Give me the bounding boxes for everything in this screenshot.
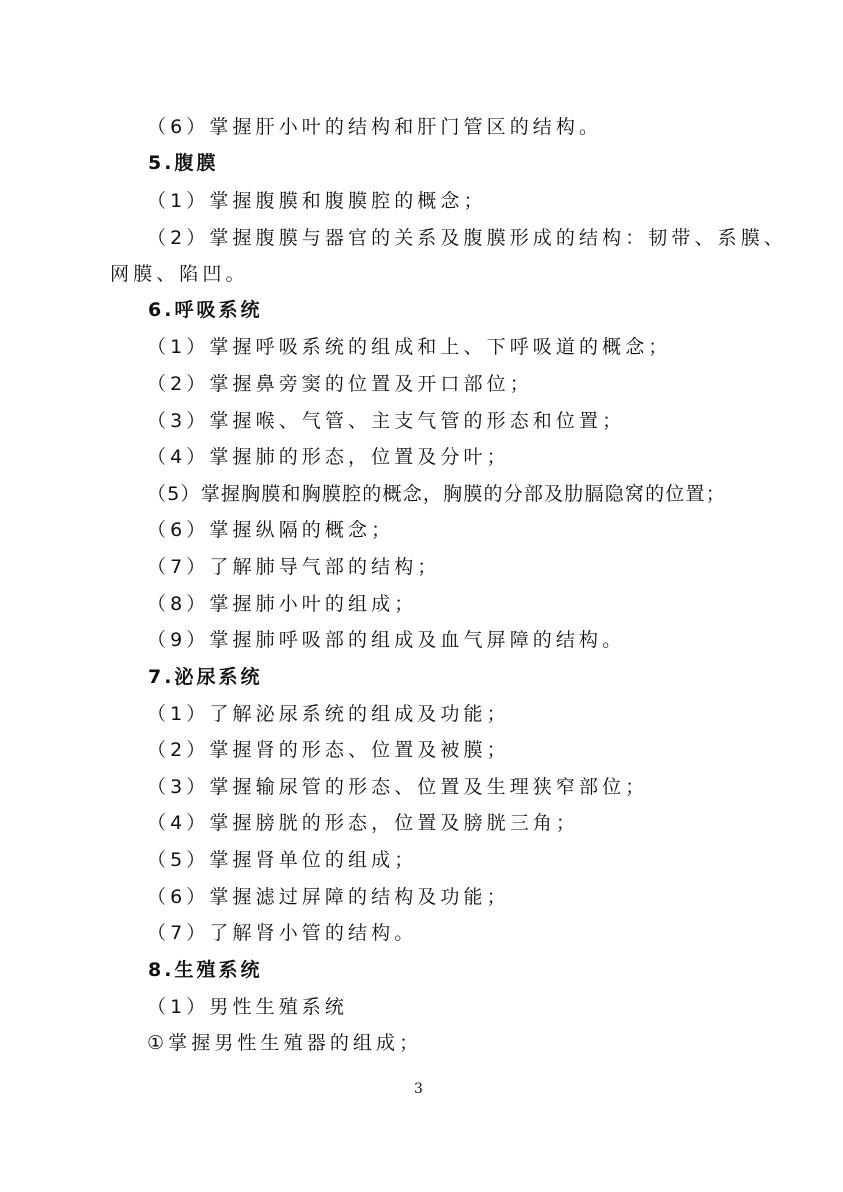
text-line: （9）掌握肺呼吸部的组成及血气屏障的结构。 bbox=[147, 629, 626, 651]
text-line: （3）掌握喉、气管、主支气管的形态和位置； bbox=[147, 410, 626, 432]
text-line: （1）掌握呼吸系统的组成和上、下呼吸道的概念； bbox=[147, 336, 672, 358]
text-line: （3）掌握输尿管的形态、位置及生理狭窄部位； bbox=[147, 776, 649, 798]
text-line: （4）掌握肺的形态，位置及分叶； bbox=[147, 446, 510, 468]
page-number: 3 bbox=[414, 1081, 423, 1097]
text-line: （4）掌握膀胱的形态，位置及膀胱三角； bbox=[147, 812, 579, 834]
text-line: （6）掌握肝小叶的结构和肝门管区的结构。 bbox=[147, 116, 603, 138]
text-line: （1）男性生殖系统 bbox=[147, 996, 348, 1018]
text-line: （8）掌握肺小叶的组成； bbox=[147, 593, 418, 615]
text-line: （2）掌握鼻旁窦的位置及开口部位； bbox=[147, 373, 533, 395]
section-heading: 5.腹膜 bbox=[148, 152, 219, 174]
text-line: ①掌握男性生殖器的组成； bbox=[147, 1032, 423, 1054]
text-line: （2）掌握腹膜与器官的关系及腹膜形成的结构：韧带、系膜、 bbox=[147, 227, 787, 249]
text-line: （1）掌握腹膜和腹膜腔的概念； bbox=[147, 190, 487, 212]
section-heading: 8.生殖系统 bbox=[148, 959, 263, 981]
section-heading: 6.呼吸系统 bbox=[148, 299, 263, 321]
text-line: （6）掌握滤过屏障的结构及功能； bbox=[147, 886, 510, 908]
text-line: （6）掌握纵隔的概念； bbox=[147, 519, 395, 541]
text-line: 网膜、陷凹。 bbox=[110, 263, 249, 285]
text-line: （5）掌握肾单位的组成； bbox=[147, 849, 418, 871]
text-line: （1）了解泌尿系统的组成及功能； bbox=[147, 703, 510, 725]
section-heading: 7.泌尿系统 bbox=[148, 666, 263, 688]
text-line: （2）掌握肾的形态、位置及被膜； bbox=[147, 739, 510, 761]
text-line: （5）掌握胸膜和胸膜腔的概念，胸膜的分部及肋膈隐窝的位置； bbox=[147, 483, 726, 505]
text-line: （7）了解肾小管的结构。 bbox=[147, 922, 418, 944]
text-line: （7）了解肺导气部的结构； bbox=[147, 556, 441, 578]
